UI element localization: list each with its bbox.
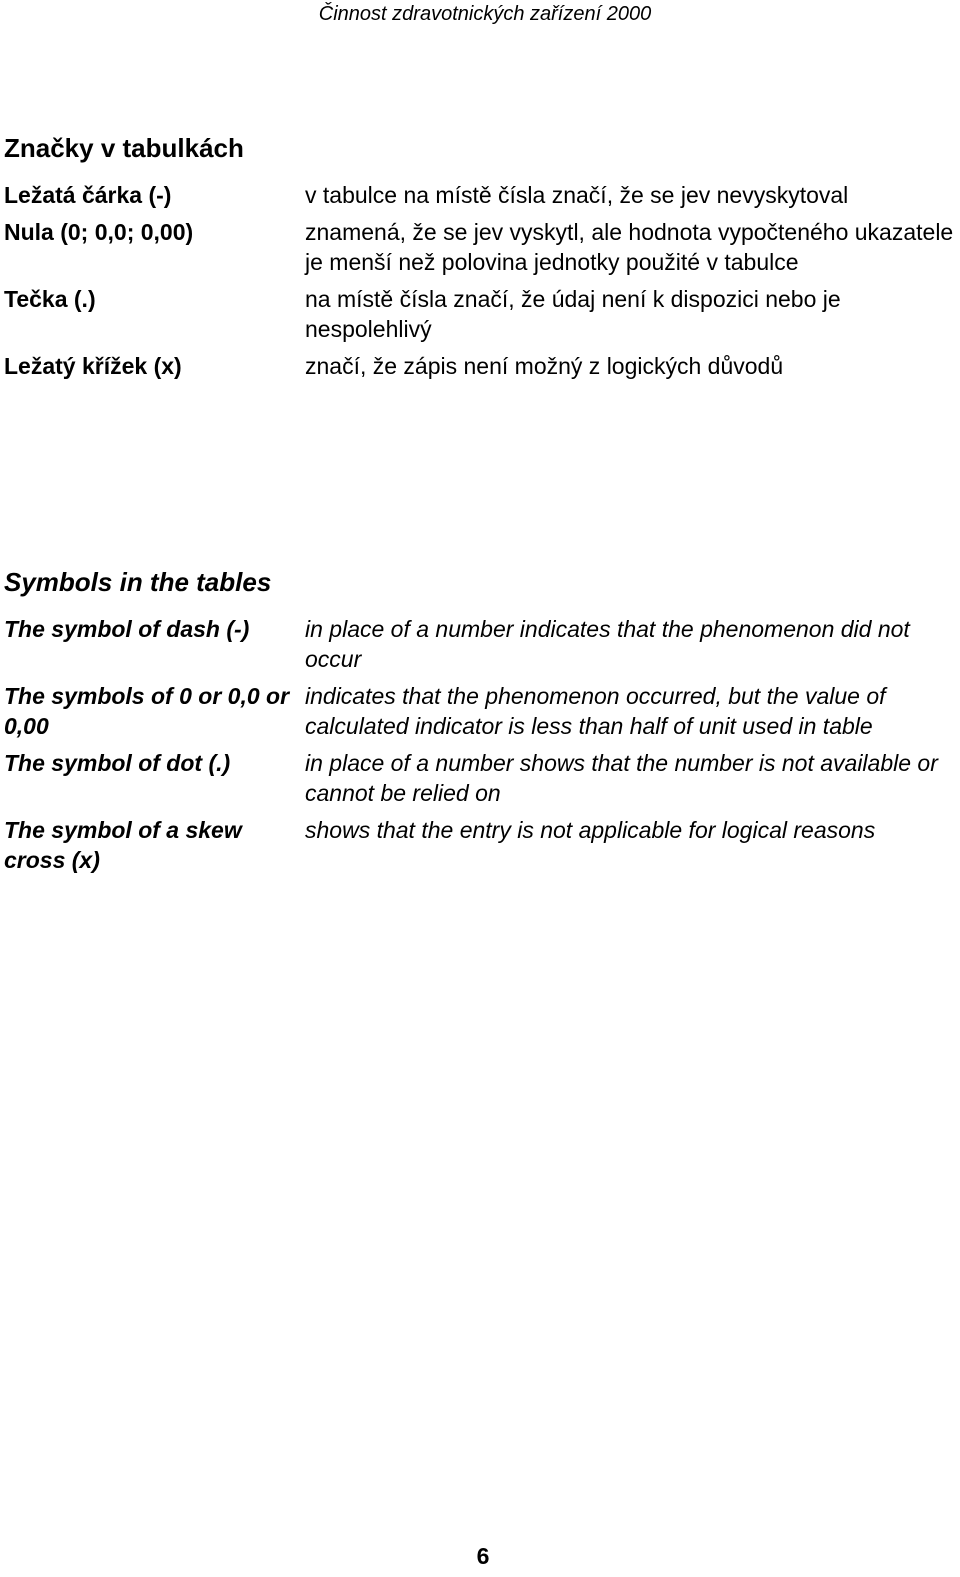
symbol-term: Nula (0; 0,0; 0,00) (4, 219, 194, 245)
symbol-row-dash-en (4, 614, 954, 674)
section-title-english: Symbols in the tables (4, 567, 272, 597)
symbol-row-zero-cz (4, 217, 954, 277)
symbol-term: The symbol of dash (-) (4, 616, 250, 642)
page-number: 6 (476, 1543, 490, 1569)
symbol-description: značí, že zápis není možný z logických důvodů (305, 353, 784, 379)
symbol-term: Ležatá čárka (-) (4, 182, 172, 208)
symbol-row-dot-cz (4, 284, 954, 344)
symbol-row-dash-cz (4, 180, 954, 210)
symbol-term: The symbols of 0 or 0,0 or 0,00 (4, 683, 290, 739)
symbol-description: shows that the entry is not applicable for logical reasons (305, 817, 876, 843)
symbol-row-cross-en (4, 815, 954, 875)
symbol-description: in place of a number shows that the number is not available or cannot be relied on (305, 750, 938, 806)
symbol-row-zero-en (4, 681, 954, 741)
symbol-term: The symbol of dot (.) (4, 750, 231, 776)
running-header: Činnost zdravotnických zařízení 2000 (318, 3, 652, 25)
symbol-description: v tabulce na místě čísla značí, že se jev nevyskytoval (305, 182, 849, 208)
symbol-row-cross-cz (4, 351, 954, 381)
symbol-description: indicates that the phenomenon occurred, but the value of calculated indicator is less than half of unit used in table (305, 683, 886, 739)
symbol-term: Ležatý křížek (x) (4, 353, 182, 379)
symbol-description: na místě čísla značí, že údaj není k dispozici nebo je nespolehlivý (305, 286, 841, 342)
czech-symbols-section (4, 132, 954, 388)
symbol-term: Tečka (.) (4, 286, 96, 312)
symbol-term: The symbol of a skew cross (x) (4, 817, 242, 873)
section-title-czech: Značky v tabulkách (4, 133, 244, 163)
symbol-row-dot-en (4, 748, 954, 808)
symbol-description: in place of a number indicates that the phenomenon did not occur (305, 616, 910, 672)
symbol-description: znamená, že se jev vyskytl, ale hodnota vypočteného ukazatele je menší než polovina jednotky použité v tabulce (305, 219, 954, 275)
english-symbols-section (4, 566, 954, 882)
